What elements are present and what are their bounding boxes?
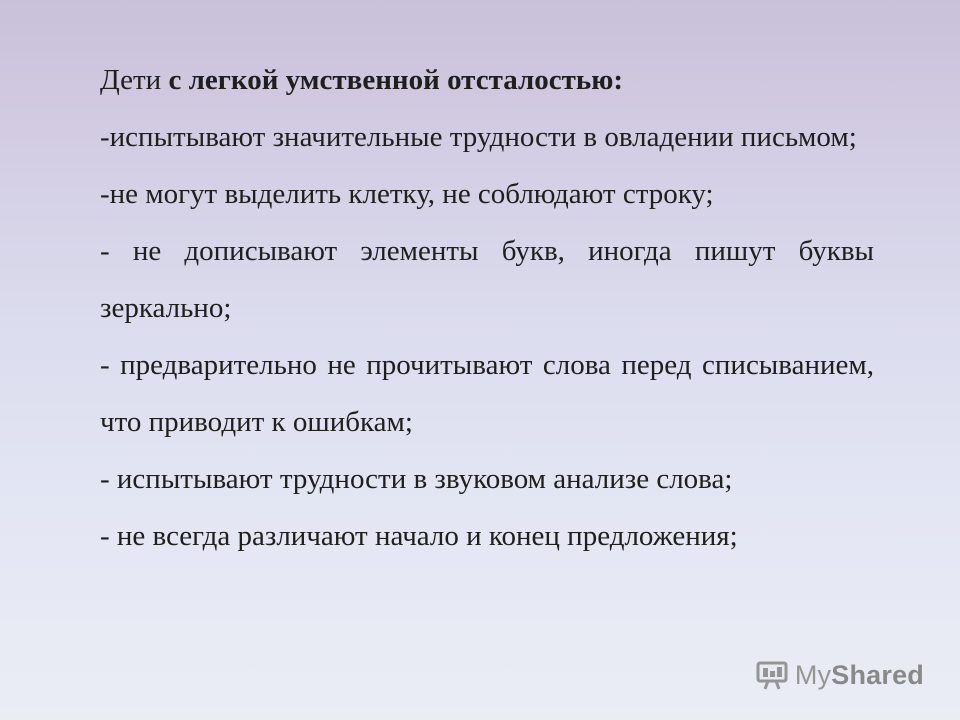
myshared-logo-icon [755, 658, 789, 692]
list-item-4: - предварительно не прочитывают слова перед списыванием, что приводит к ошибкам; [100, 349, 874, 438]
list-item-5: - испытывают трудности в звуковом анализе слова; [100, 463, 733, 495]
watermark-text [795, 660, 924, 691]
title-bold: с легкой умственной отсталостью: [168, 64, 624, 96]
slide-content [100, 52, 874, 565]
watermark-text-my: My [794, 659, 832, 690]
list-item-2: -не могут выделить клетку, не соблюдают строку; [100, 178, 714, 210]
watermark-text-shared: Shared [831, 659, 924, 690]
slide-title [100, 52, 874, 109]
list-item-3: - не дописывают элементы букв, иногда пишут буквы зеркально; [100, 235, 874, 324]
title-regular: Дети [100, 64, 169, 96]
list-item-1: -испытывают значительные трудности в овладении письмом; [100, 121, 857, 153]
list-item-6: - не всегда различают начало и конец предложения; [100, 520, 738, 552]
myshared-watermark [755, 658, 924, 692]
